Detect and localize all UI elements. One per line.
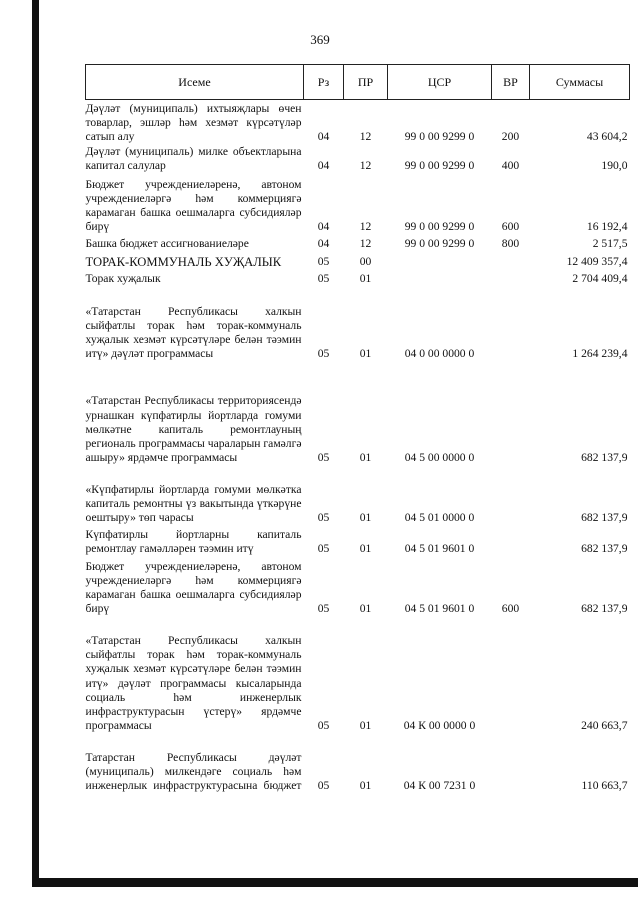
- table-row: [86, 557, 630, 617]
- row-rz: 05: [317, 451, 330, 465]
- row-vr: 400: [501, 158, 520, 172]
- row-rz: 05: [317, 272, 330, 286]
- row-csr: 04 5 01 0000 0: [404, 511, 475, 525]
- row-csr: 04 К 00 7231 0: [403, 779, 476, 793]
- row-csr: 04 5 01 9601 0: [404, 542, 475, 556]
- row-csr: [388, 270, 492, 287]
- row-name: «Татарстан Республикасы халкын сыйфатлы торак һәм торак-коммуналь хуҗалык хезмәт күрсәтүләре белән тәэмин итү» дәүләт программасы: [85, 304, 302, 361]
- row-rz: 04: [317, 220, 330, 234]
- row-vr: 600: [501, 220, 520, 234]
- row-sum: 240 663,7: [581, 719, 628, 733]
- row-vr: [492, 252, 530, 270]
- row-pr: 12: [359, 130, 372, 144]
- row-name: Башка бюджет ассигнованиеләре: [85, 237, 249, 251]
- page-number: 369: [310, 32, 330, 47]
- table-row: [86, 617, 630, 734]
- row-csr: 04 0 00 0000 0: [404, 347, 475, 361]
- row-name: Дәүләт (муниципаль) милке объектларына капитал салулар: [85, 144, 302, 172]
- row-vr: 800: [501, 237, 520, 251]
- row-name: «Татарстан Республикасы территориясендә урнашкан күпфатирлы йортларда гомуми мөлкәтне капиталь ремонтлауның региональ программасы чараларын гамәлгә ашыру» ярдәмче программасы: [85, 394, 302, 465]
- row-csr: 99 0 00 9299 0: [404, 158, 475, 172]
- row-csr: 04 5 01 9601 0: [404, 602, 475, 616]
- row-sum: 16 192,4: [586, 220, 628, 234]
- table-row: [86, 734, 630, 794]
- row-vr: [492, 362, 530, 466]
- row-sum: 682 137,9: [581, 511, 628, 525]
- row-pr: 01: [359, 542, 372, 556]
- row-vr: [492, 734, 530, 794]
- row-rz: 04: [317, 158, 330, 172]
- row-pr: 01: [359, 602, 372, 616]
- scan-border-bottom: [32, 878, 638, 887]
- header-rz: Рз: [304, 65, 344, 100]
- row-name: «Күпфатирлы йортларда гомуми мөлкәтка капиталь ремонтны үз вакытында үткәрүне оештыру» төп чарасы: [85, 482, 302, 525]
- row-vr: [492, 466, 530, 526]
- row-vr: [492, 287, 530, 362]
- header-sum: Суммасы: [530, 65, 630, 100]
- row-pr: 12: [359, 237, 372, 251]
- row-pr: 01: [359, 347, 372, 361]
- table-row: [86, 270, 630, 287]
- row-rz: 05: [317, 779, 330, 793]
- row-name: Бюджет учреждениеләренә, автоном учреждениеләргә һәм коммерциягә карамаган башка оешмаларга субсидияләр бирү: [85, 559, 302, 616]
- row-pr: 01: [359, 719, 372, 733]
- row-rz: 05: [317, 347, 330, 361]
- table-row: [86, 526, 630, 557]
- row-sum: 2 704 409,4: [572, 272, 628, 286]
- row-pr: 01: [359, 272, 372, 286]
- scan-border-left: [32, 0, 39, 887]
- table-header-row: [86, 65, 630, 100]
- table-row: [86, 362, 630, 466]
- row-name: «Татарстан Республикасы халкын сыйфатлы торак һәм торак-коммуналь хуҗалык хезмәт күрсәтүләре белән тәэмин итү» дәүләт программасы кысаларында социаль һәм инженерлык инфраструктурасын үстерү» ярдәмче программасы: [85, 634, 302, 733]
- row-rz: 05: [317, 255, 330, 269]
- row-vr: 200: [501, 130, 520, 144]
- row-csr: [388, 252, 492, 270]
- header-name: Исеме: [86, 65, 304, 100]
- row-sum: 110 663,7: [581, 779, 628, 793]
- table-row: [86, 235, 630, 252]
- row-pr: 01: [359, 779, 372, 793]
- row-rz: 04: [317, 237, 330, 251]
- budget-table: [85, 64, 630, 794]
- table-row: [86, 100, 630, 145]
- row-name: Торак хуҗалык: [85, 272, 161, 286]
- row-sum: 190,0: [601, 158, 628, 172]
- row-name: Күпфатирлы йортларны капиталь ремонтлау гамәлләрен тәэмин итү: [85, 528, 302, 556]
- row-name: Татарстан Республикасы дәүләт (муниципаль) милкендәге социаль һәм инженерлык инфраструктурасына бюджет: [85, 750, 302, 793]
- row-pr: 01: [359, 451, 372, 465]
- table-row: [86, 466, 630, 526]
- budget-table-frame: [85, 64, 629, 794]
- row-vr: [492, 270, 530, 287]
- row-pr: 00: [359, 255, 372, 269]
- row-rz: 04: [317, 130, 330, 144]
- row-pr: 01: [359, 511, 372, 525]
- row-rz: 05: [317, 542, 330, 556]
- row-sum: 12 409 357,4: [566, 255, 628, 269]
- row-csr: 99 0 00 9299 0: [404, 220, 475, 234]
- row-csr: 99 0 00 9299 0: [404, 130, 475, 144]
- row-pr: 12: [359, 220, 372, 234]
- row-rz: 05: [317, 719, 330, 733]
- row-csr: 99 0 00 9299 0: [404, 237, 475, 251]
- row-sum: 1 264 239,4: [572, 347, 628, 361]
- row-sum: 682 137,9: [581, 602, 628, 616]
- row-sum: 682 137,9: [581, 451, 628, 465]
- row-csr: 04 К 00 0000 0: [403, 719, 476, 733]
- row-rz: 05: [317, 511, 330, 525]
- table-row: [86, 176, 630, 235]
- header-vr: ВР: [492, 65, 530, 100]
- table-row: [86, 145, 630, 176]
- row-sum: 43 604,2: [586, 130, 628, 144]
- row-vr: [492, 526, 530, 557]
- row-rz: 05: [317, 602, 330, 616]
- table-row: [86, 252, 630, 270]
- header-pr: ПР: [344, 65, 388, 100]
- row-csr: 04 5 00 0000 0: [404, 451, 475, 465]
- row-vr: 600: [501, 602, 520, 616]
- row-name: ТОРАК-КОММУНАЛЬ ХУҖАЛЫК: [85, 255, 282, 270]
- row-sum: 2 517,5: [592, 237, 628, 251]
- row-name: Бюджет учреждениеләренә, автоном учреждениеләргә һәм коммерциягә карамаган башка оешмаларга субсидияләр бирү: [85, 177, 302, 234]
- row-vr: [492, 617, 530, 734]
- row-sum: 682 137,9: [581, 542, 628, 556]
- row-pr: 12: [359, 158, 372, 172]
- row-name: Дәүләт (муниципаль) ихтыяҗлары өчен товарлар, эшләр һәм хезмәт күрсәтүләр сатып алу: [85, 101, 302, 144]
- table-row: [86, 287, 630, 362]
- header-csr: ЦСР: [388, 65, 492, 100]
